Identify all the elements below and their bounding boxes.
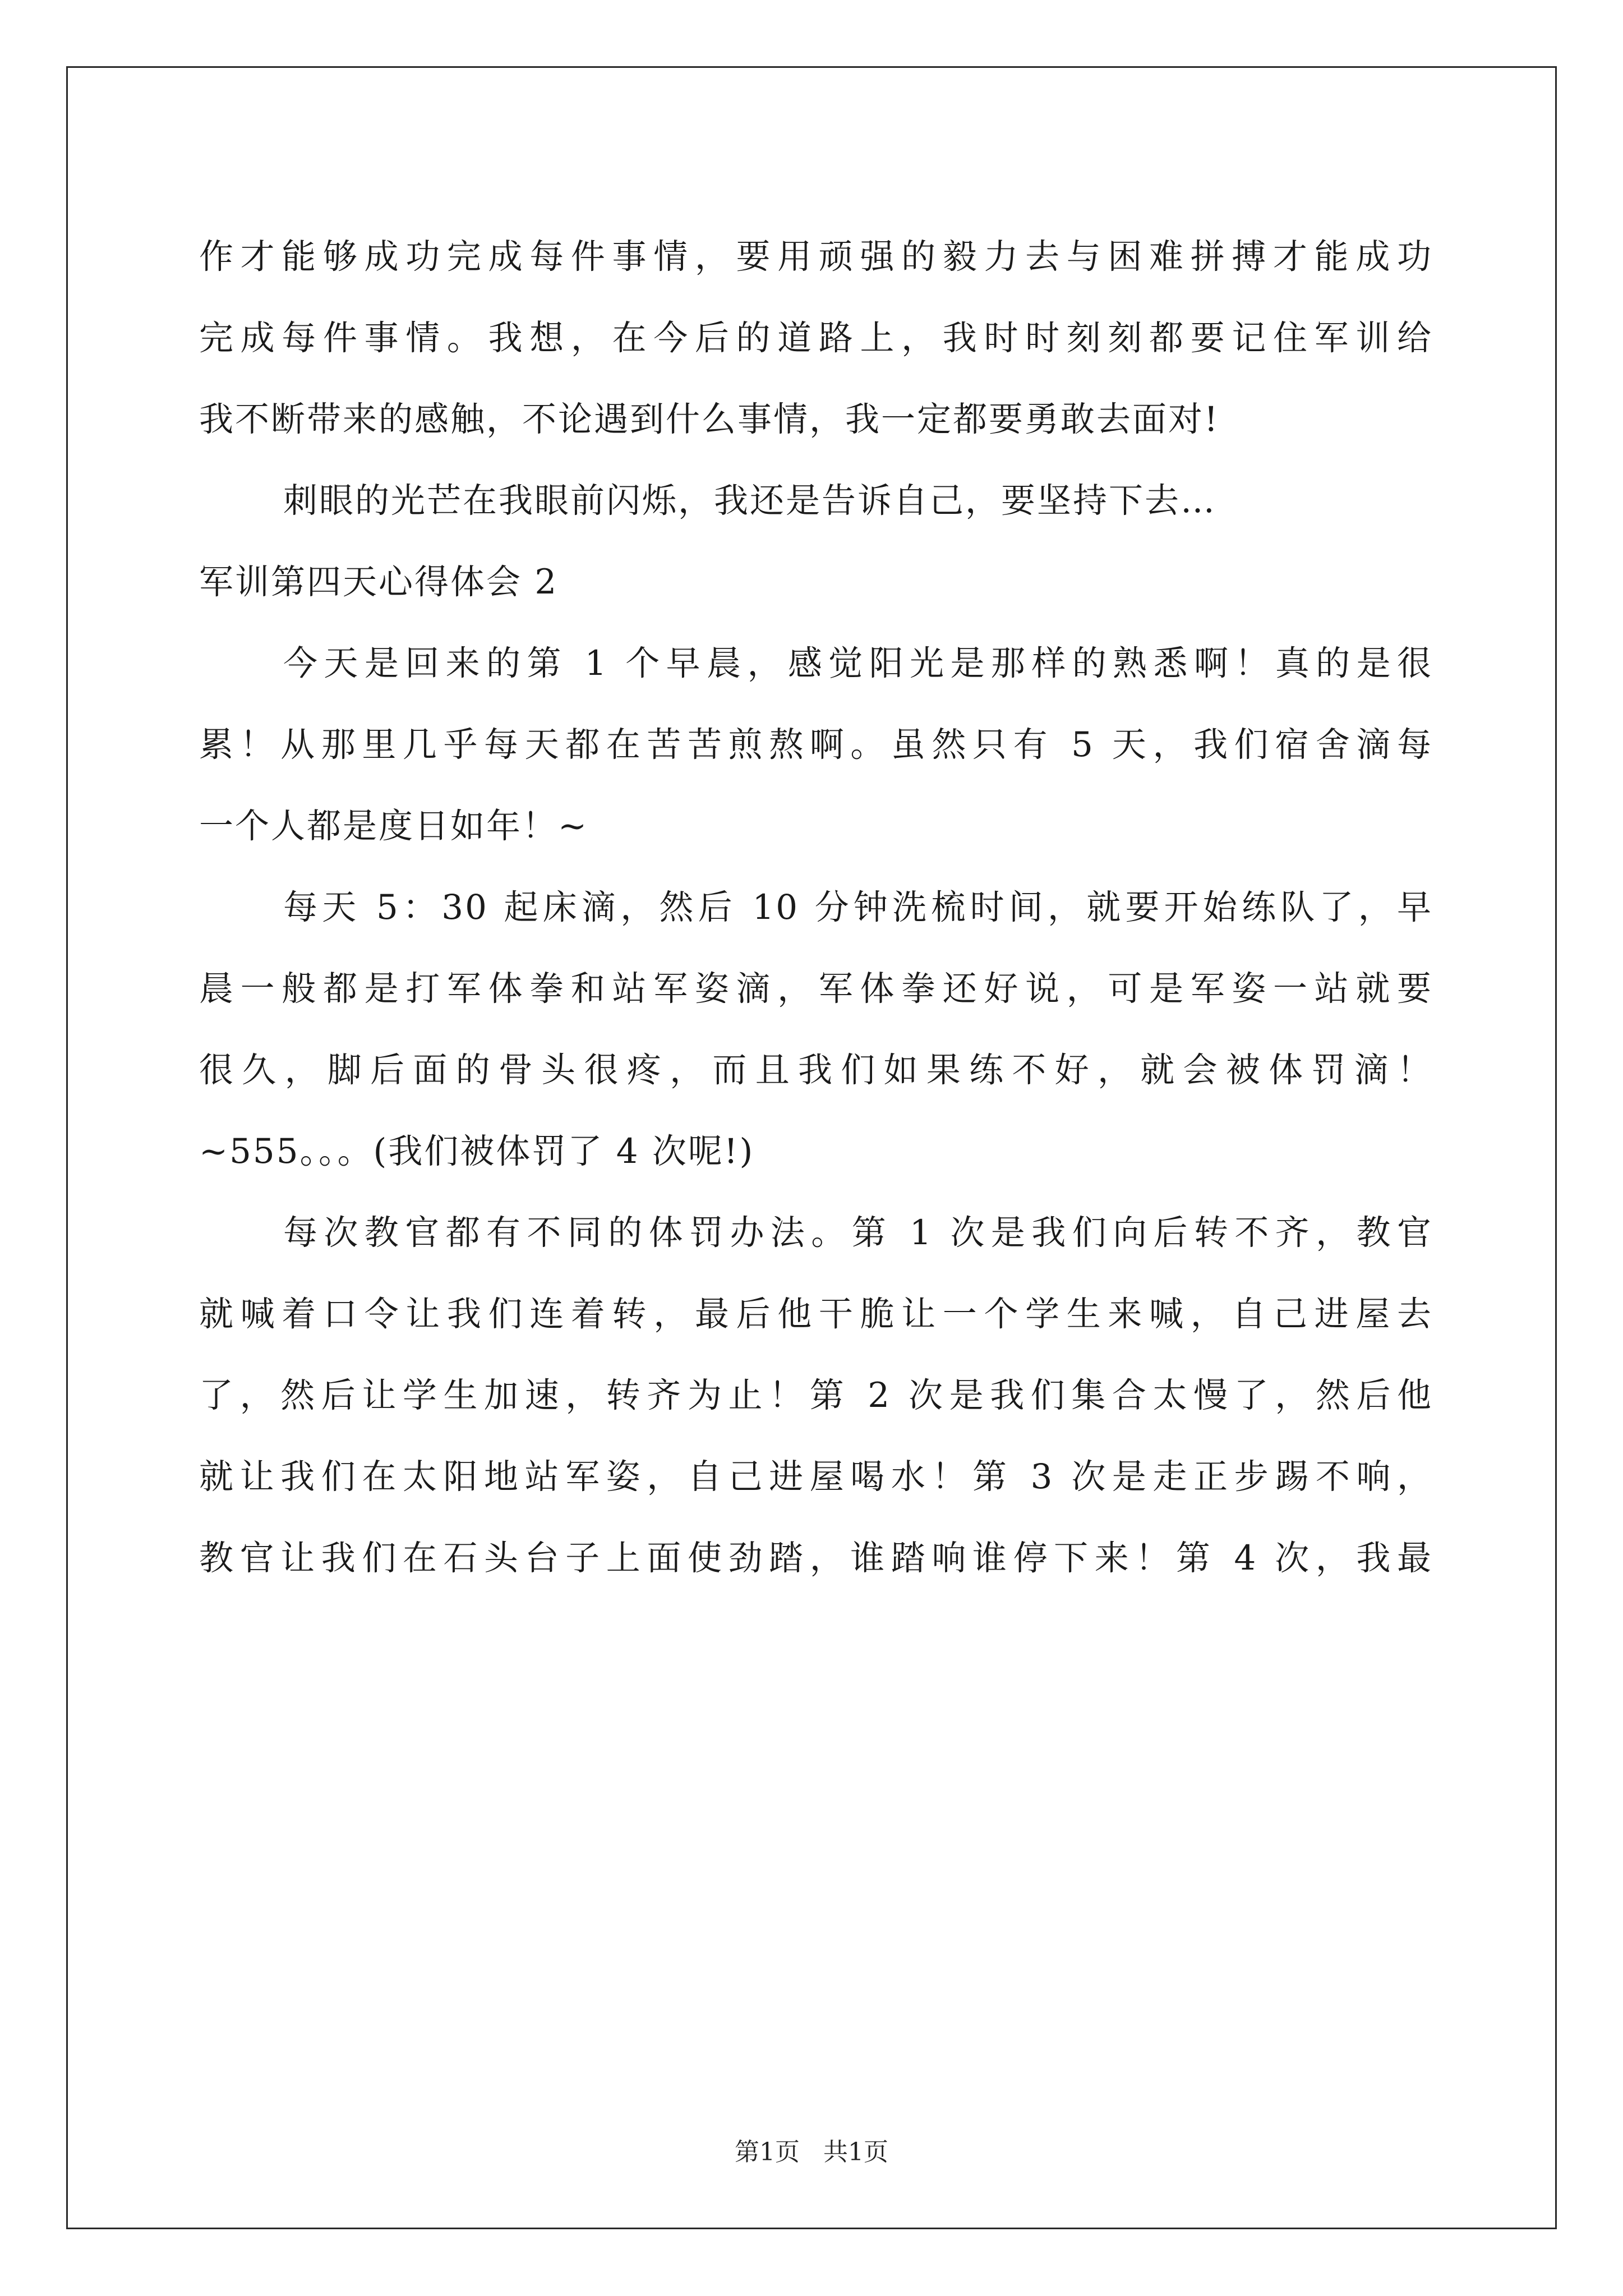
text-line: 了，然后让学生加速，转齐为止！第 2 次是我们集合太慢了，然后他	[199, 1375, 1433, 1415]
text-line: 累！从那里几乎每天都在苦苦煎熬啊。虽然只有 5 天，我们宿舍滴每	[199, 725, 1433, 765]
text-line: 作才能够成功完成每件事情，要用顽强的毅力去与困难拼搏才能成功	[199, 237, 1433, 277]
page-number-current: 第1页	[735, 2138, 800, 2166]
text-line: 教官让我们在石头台子上面使劲踏，谁踏响谁停下来！第 4 次，我最	[199, 1538, 1433, 1578]
text-line: 很久，脚后面的骨头很疼，而且我们如果练不好，就会被体罚滴！	[199, 1050, 1433, 1090]
text-line: 就让我们在太阳地站军姿，自己进屋喝水！第 3 次是走正步踢不响，	[199, 1457, 1433, 1497]
text-line: 晨一般都是打军体拳和站军姿滴，军体拳还好说，可是军姿一站就要	[199, 969, 1433, 1009]
text-line: 一个人都是度日如年！~	[199, 806, 589, 846]
text-line: 完成每件事情。我想，在今后的道路上，我时时刻刻都要记住军训给	[199, 318, 1433, 358]
text-line: 今天是回来的第 1 个早晨，感觉阳光是那样的熟悉啊！真的是很	[283, 643, 1433, 683]
text-line: 刺眼的光芒在我眼前闪烁，我还是告诉自己，要坚持下去…	[283, 481, 1217, 521]
text-line: 每天 5：30 起床滴，然后 10 分钟洗梳时间，就要开始练队了，早	[283, 887, 1433, 927]
text-line: 每次教官都有不同的体罚办法。第 1 次是我们向后转不齐，教官	[283, 1213, 1433, 1253]
document-body	[199, 216, 1433, 1599]
text-line: ~555。。。(我们被体罚了 4 次呢!)	[199, 1131, 755, 1171]
text-line: 军训第四天心得体会 2	[199, 562, 559, 602]
text-line: 我不断带来的感触，不论遇到什么事情，我一定都要勇敢去面对!	[199, 399, 1220, 439]
page-number-total: 共1页	[823, 2138, 888, 2166]
page-footer	[0, 2132, 1623, 2168]
text-line: 就喊着口令让我们连着转，最后他干脆让一个学生来喊，自己进屋去	[199, 1294, 1433, 1334]
